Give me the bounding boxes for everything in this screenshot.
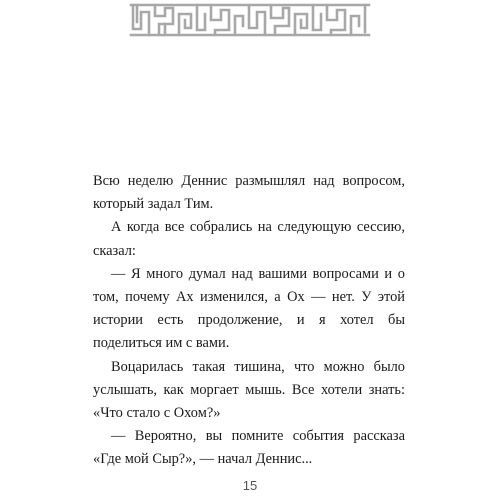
page-number: 15	[242, 478, 258, 493]
paragraph-4: Воцарилась такая тишина, что можно было услышать, как моргает мышь. Все хотели знать: «Что стало с Охом?»	[93, 358, 405, 422]
paragraph-2: А когда все собрались на следующую сессию, сказал:	[93, 219, 405, 259]
paragraph-3: — Я много думал над вашими вопросами и о том, почему Ах изменился, а Ох — нет. У этой истории есть продолжение, и я хотел бы поделиться им с вами.	[93, 265, 405, 352]
body-text	[93, 170, 405, 472]
greek-key-maze-ornament-icon	[129, 2, 371, 38]
paragraph-1: Всю неделю Деннис размышлял над вопросом, который задал Тим.	[93, 173, 405, 213]
paragraph-5: — Вероятно, вы помните события рассказа «Где мой Сыр?», — начал Деннис...	[93, 428, 405, 468]
